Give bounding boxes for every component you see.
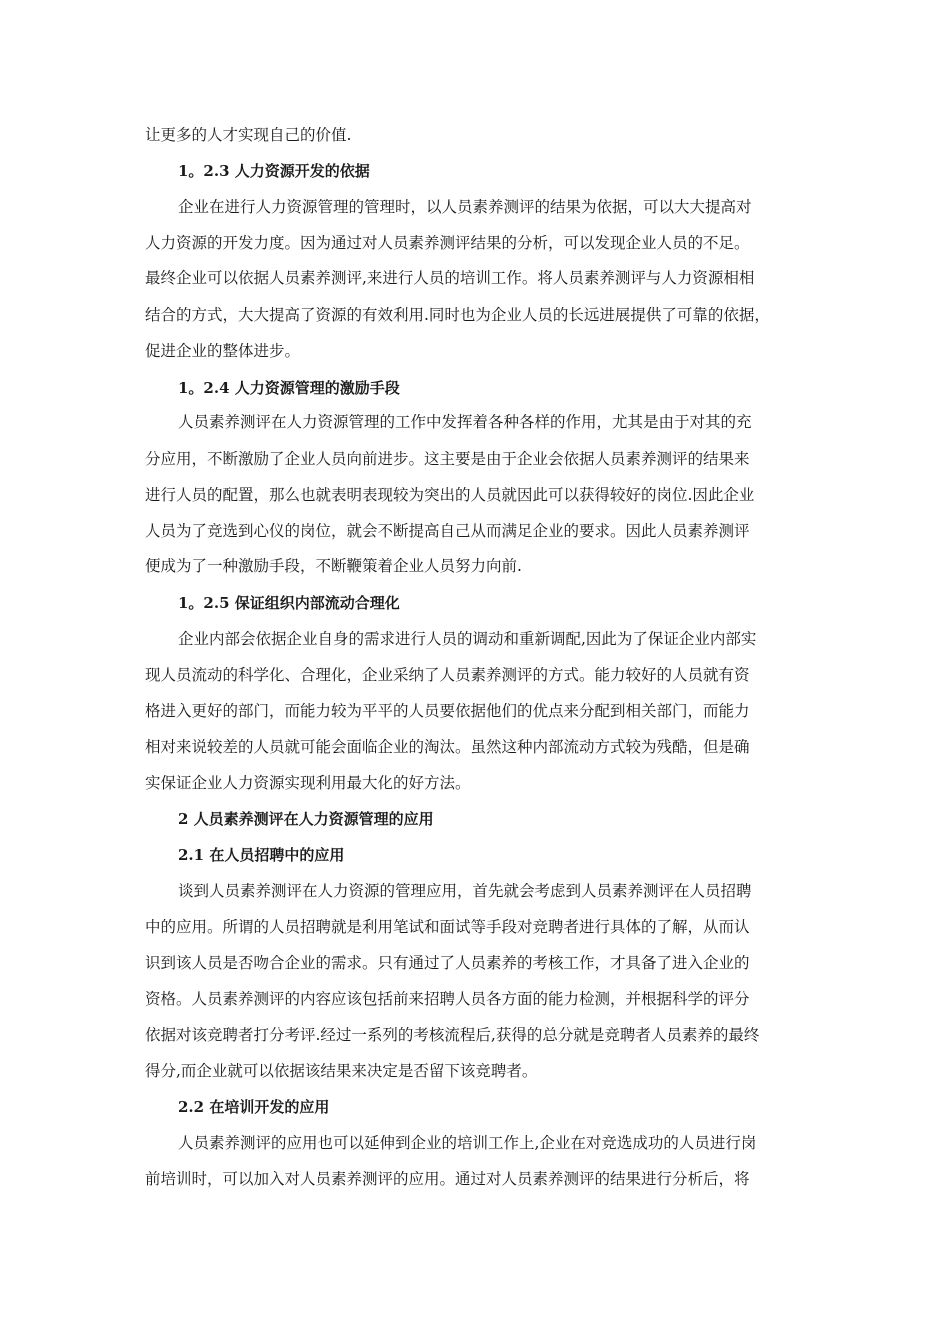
body-line: 让更多的人才实现自己的价值. [145, 126, 352, 144]
body-line: 现人员流动的科学化、合理化，企业采纳了人员素养测评的方式。能力较好的人员就有资 [145, 666, 750, 684]
section-heading: 1。2.5 保证组织内部流动合理化 [178, 594, 400, 612]
body-line: 中的应用。所谓的人员招聘就是利用笔试和面试等手段对竞聘者进行具体的了解，从而认 [145, 918, 750, 936]
body-line: 实保证企业人力资源实现利用最大化的好方法。 [145, 774, 471, 792]
body-line: 便成为了一种激励手段，不断鞭策着企业人员努力向前. [145, 557, 522, 575]
section-heading: 1。2.4 人力资源管理的激励手段 [178, 379, 400, 397]
body-line: 企业内部会依据企业自身的需求进行人员的调动和重新调配,因此为了保证企业内部实 [178, 630, 757, 648]
body-line: 资格。人员素养测评的内容应该包括前来招聘人员各方面的能力检测，并根据科学的评分 [145, 990, 750, 1008]
body-line: 前培训时，可以加入对人员素养测评的应用。通过对人员素养测评的结果进行分析后，将 [145, 1170, 750, 1188]
body-line: 分应用，不断激励了企业人员向前进步。这主要是由于企业会依据人员素养测评的结果来 [145, 450, 750, 468]
body-line: 结合的方式，大大提高了资源的有效利用.同时也为企业人员的长远进展提供了可靠的依据， [145, 306, 770, 324]
section-heading: 1。2.3 人力资源开发的依据 [178, 162, 370, 180]
body-line: 识到该人员是否吻合企业的需求。只有通过了人员素养的考核工作，才具备了进入企业的 [145, 954, 750, 972]
body-line: 人员素养测评在人力资源管理的工作中发挥着各种各样的作用，尤其是由于对其的充 [178, 413, 752, 431]
body-line: 相对来说较差的人员就可能会面临企业的淘汰。虽然这种内部流动方式较为残酷，但是确 [145, 738, 750, 756]
body-line: 企业在进行人力资源管理的管理时，以人员素养测评的结果为依据，可以大大提高对 [178, 198, 752, 216]
body-line: 进行人员的配置，那么也就表明表现较为突出的人员就因此可以获得较好的岗位.因此企业 [145, 486, 755, 504]
body-line: 依据对该竞聘者打分考评.经过一系列的考核流程后,获得的总分就是竞聘者人员素养的最终 [145, 1026, 760, 1044]
body-line: 最终企业可以依据人员素养测评,来进行人员的培训工作。将人员素养测评与人力资源相相 [145, 269, 755, 287]
section-heading: 2.1 在人员招聘中的应用 [178, 846, 345, 864]
body-line: 人员为了竞选到心仪的岗位，就会不断提高自己从而满足企业的要求。因此人员素养测评 [145, 522, 750, 540]
body-line: 谈到人员素养测评在人力资源的管理应用，首先就会考虑到人员素养测评在人员招聘 [178, 882, 752, 900]
chapter-heading: 2 人员素养测评在人力资源管理的应用 [178, 810, 434, 828]
body-line: 人力资源的开发力度。因为通过对人员素养测评结果的分析，可以发现企业人员的不足。 [145, 234, 750, 252]
body-line: 促进企业的整体进步。 [145, 342, 301, 360]
body-line: 格进入更好的部门，而能力较为平平的人员要依据他们的优点来分配到相关部门，而能力 [145, 702, 750, 720]
section-heading: 2.2 在培训开发的应用 [178, 1098, 330, 1116]
body-line: 得分,而企业就可以依据该结果来决定是否留下该竞聘者。 [145, 1062, 538, 1080]
body-line: 人员素养测评的应用也可以延伸到企业的培训工作上,企业在对竞选成功的人员进行岗 [178, 1134, 757, 1152]
